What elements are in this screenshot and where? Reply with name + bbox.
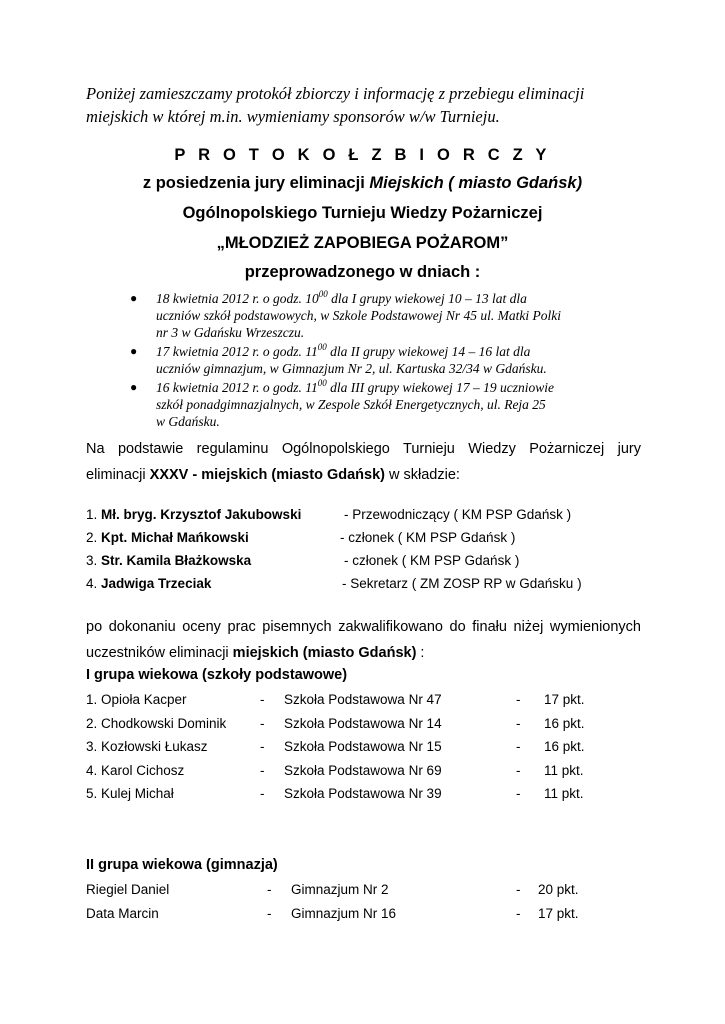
date-text: dla II grupy wiekowej 14 – 16 lat dla: [326, 344, 531, 359]
jury-role: - Przewodniczący ( KM PSP Gdańsk ): [344, 507, 572, 522]
date-time-sup: 00: [318, 289, 328, 299]
dates-heading: przeprowadzonego w dniach :: [244, 263, 481, 281]
contestant-points: 20 pkt.: [538, 882, 579, 897]
contestant-school: Gimnazjum Nr 2: [291, 882, 389, 897]
advance-bold: miejskich (miasto Gdańsk): [232, 645, 417, 661]
jury-member: [86, 530, 516, 545]
separator: -: [260, 739, 265, 754]
regulation-text: eliminacji: [86, 467, 150, 483]
date-line: szkół ponadgimnazjalnych, w Zespole Szkół Energetycznych, ul. Reja 25: [156, 397, 546, 412]
regulation-line-2: [86, 462, 641, 488]
date-item: [130, 379, 640, 430]
intro-paragraph: [86, 82, 646, 128]
contestant-name: 4. Karol Cichosz: [86, 763, 185, 778]
jury-num: 4.: [86, 576, 98, 591]
jury-role: - Sekretarz ( ZM ZOSP RP w Gdańsku ): [342, 576, 582, 591]
jury-name: Jadwiga Trzeciak: [101, 576, 212, 591]
jury-role: - członek ( KM PSP Gdańsk ): [340, 530, 516, 545]
date-line: [156, 343, 640, 360]
separator: -: [260, 763, 265, 778]
contestant-name: 1. Opioła Kacper: [86, 692, 187, 707]
jury-role: - członek ( KM PSP Gdańsk ): [344, 553, 520, 568]
jury-num: 2.: [86, 530, 98, 545]
date-item: [130, 290, 640, 341]
contestant-points: 16 pkt.: [544, 739, 585, 754]
contestant-name: Riegiel Daniel: [86, 882, 170, 897]
date-time-sup: 00: [317, 378, 327, 388]
contestant-name: 3. Kozłowski Łukasz: [86, 739, 208, 754]
table-row: [86, 882, 606, 902]
date-line: [156, 379, 640, 396]
contestant-name: Data Marcin: [86, 906, 159, 921]
table-row: [86, 739, 606, 759]
protocol-title: P R O T O K O Ł Z B I O R C Z Y: [174, 146, 551, 164]
contestant-school: Szkoła Podstawowa Nr 39: [284, 786, 442, 801]
regulation-text: w składzie:: [384, 467, 460, 483]
date-line: [156, 290, 640, 307]
contestant-points: 17 pkt.: [544, 692, 585, 707]
date-text: 16 kwietnia 2012 r. o godz. 11: [156, 380, 318, 395]
separator: -: [516, 906, 521, 921]
separator: -: [516, 739, 521, 754]
contestant-school: Szkoła Podstawowa Nr 47: [284, 692, 442, 707]
separator: -: [516, 763, 521, 778]
protocol-subtitle: [0, 174, 725, 193]
contestant-points: 17 pkt.: [538, 906, 579, 921]
subtitle-prefix: z posiedzenia jury eliminacji: [142, 174, 370, 192]
advance-text: uczestników eliminacji: [86, 645, 233, 661]
date-text: dla I grupy wiekowej 10 – 13 lat dla: [327, 291, 527, 306]
intro-line-1: Poniżej zamieszczamy protokół zbiorczy i informację z przebiegu eliminacji: [86, 84, 585, 103]
group1-heading: I grupa wiekowa (szkoły podstawowe): [86, 667, 348, 683]
advance-line-1: po dokonaniu oceny prac pisemnych zakwalifikowano do finału niżej wymienionych: [86, 619, 641, 635]
contestant-points: 11 pkt.: [544, 786, 584, 801]
table-row: [86, 692, 606, 712]
date-text: 18 kwietnia 2012 r. o godz. 10: [156, 291, 319, 306]
separator: -: [516, 692, 521, 707]
contestant-school: Gimnazjum Nr 16: [291, 906, 397, 921]
table-row: [86, 716, 606, 736]
jury-member: [86, 553, 520, 568]
contestant-school: Szkoła Podstawowa Nr 14: [284, 716, 442, 731]
separator: -: [516, 716, 521, 731]
separator: -: [260, 692, 265, 707]
date-time-sup: 00: [317, 342, 327, 352]
jury-member: [86, 576, 582, 591]
date-item: [130, 343, 640, 377]
bullet-icon: ●: [130, 344, 138, 358]
date-text: dla III grupy wiekowej 17 – 19 uczniowie: [326, 380, 554, 395]
table-row: [86, 906, 606, 926]
date-text: 17 kwietnia 2012 r. o godz. 11: [156, 344, 318, 359]
group2-heading: II grupa wiekowa (gimnazja): [86, 857, 278, 873]
contestant-school: Szkoła Podstawowa Nr 15: [284, 739, 442, 754]
bullet-icon: ●: [130, 380, 138, 394]
jury-num: 3.: [86, 553, 98, 568]
table-row: [86, 763, 606, 783]
advance-text: :: [416, 645, 425, 661]
tournament-motto: „MŁODZIEŻ ZAPOBIEGA POŻAROM”: [216, 234, 509, 252]
dates-list: [130, 290, 640, 432]
subtitle-italic: Miejskich ( miasto Gdańsk): [369, 174, 583, 192]
bullet-icon: ●: [130, 291, 138, 305]
regulation-paragraph: [86, 436, 641, 488]
intro-line-2: miejskich w której m.in. wymieniamy sponsorów w/w Turnieju.: [86, 107, 500, 126]
jury-name: Mł. bryg. Krzysztof Jakubowski: [101, 507, 302, 522]
contestant-school: Szkoła Podstawowa Nr 69: [284, 763, 442, 778]
advance-paragraph: [86, 614, 641, 666]
jury-num: 1.: [86, 507, 98, 522]
separator: -: [260, 786, 265, 801]
jury-name: Kpt. Michał Mańkowski: [101, 530, 249, 545]
date-line: w Gdańsku.: [156, 414, 220, 429]
contestant-name: 5. Kulej Michał: [86, 786, 174, 801]
date-line: uczniów gimnazjum, w Gimnazjum Nr 2, ul. Kartuska 32/34 w Gdańsku.: [156, 361, 547, 376]
regulation-line-1: Na podstawie regulaminu Ogólnopolskiego Turnieju Wiedzy Pożarniczej jury: [86, 441, 641, 457]
date-line: nr 3 w Gdańsku Wrzeszczu.: [156, 325, 305, 340]
date-line: uczniów szkół podstawowych, w Szkole Podstawowej Nr 45 ul. Matki Polki: [156, 308, 561, 323]
separator: -: [260, 716, 265, 731]
contestant-name: 2. Chodkowski Dominik: [86, 716, 227, 731]
contestant-points: 16 pkt.: [544, 716, 585, 731]
tournament-name: Ogólnopolskiego Turnieju Wiedzy Pożarniczej: [182, 204, 543, 222]
advance-line-2: [86, 640, 641, 666]
separator: -: [516, 786, 521, 801]
table-row: [86, 786, 606, 806]
jury-name: Str. Kamila Błażkowska: [101, 553, 252, 568]
separator: -: [267, 906, 272, 921]
jury-member: [86, 507, 572, 522]
separator: -: [267, 882, 272, 897]
separator: -: [516, 882, 521, 897]
regulation-bold: XXXV - miejskich (miasto Gdańsk): [149, 467, 385, 483]
contestant-points: 11 pkt.: [544, 763, 584, 778]
